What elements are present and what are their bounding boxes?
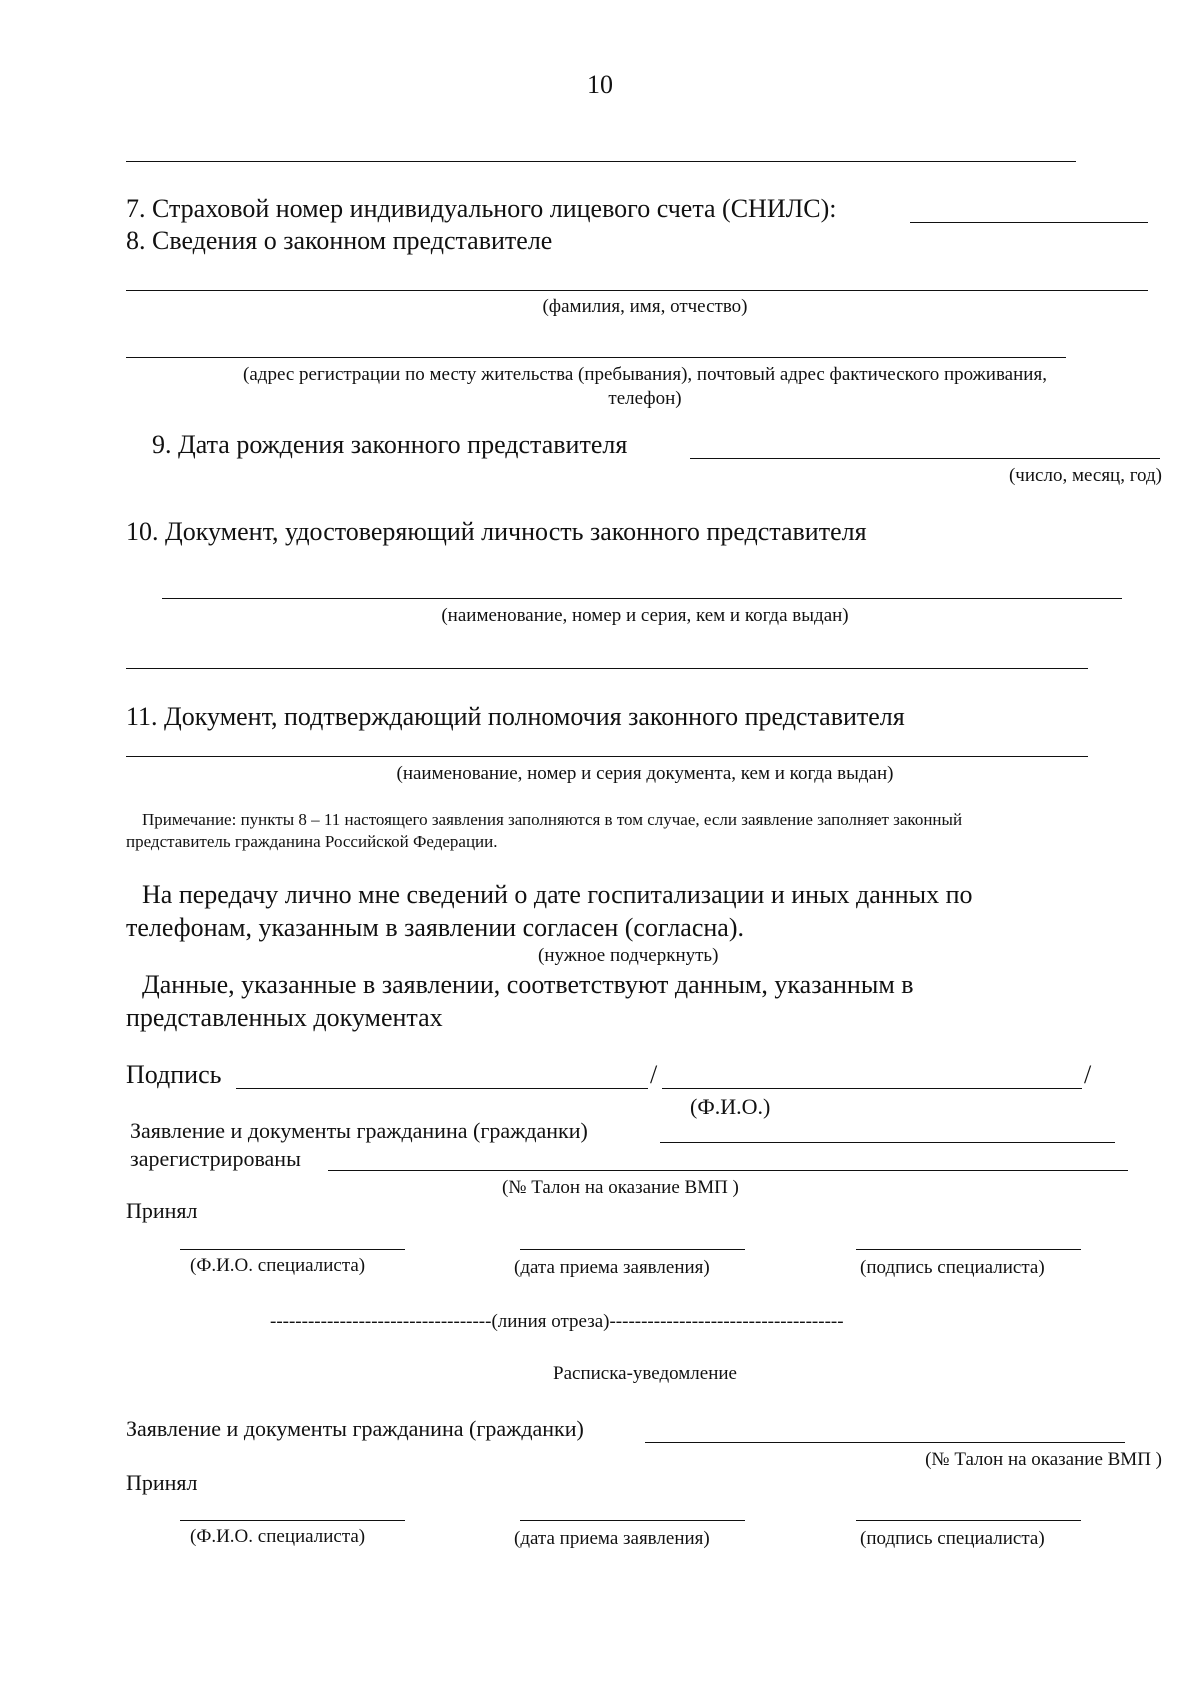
item-10-label: 10. Документ, удостоверяющий личность законного представителя <box>126 517 867 546</box>
receipt-specialist-signature-line[interactable] <box>856 1520 1081 1521</box>
registration-col-2: (дата приема заявления) <box>514 1257 710 1278</box>
representative-name-line[interactable] <box>126 290 1148 291</box>
address-hint-1: (адрес регистрации по месту жительства (пребывания), почтовый адрес фактического проживания, <box>243 364 1047 385</box>
doc11-hint: (наименование, номер и серия документа, кем и когда выдан) <box>396 763 894 784</box>
doc-hint: (наименование, номер и серия, кем и когда выдан) <box>441 605 849 626</box>
data-line-1: Данные, указанные в заявлении, соответствуют данным, указанным в <box>142 970 914 999</box>
note-line-2: представитель гражданина Российской Федерации. <box>126 832 498 851</box>
receipt-title: Расписка-уведомление <box>553 1363 737 1384</box>
receipt-applicant-line[interactable] <box>645 1442 1125 1443</box>
item-8-label: 8. Сведения о законном представителе <box>126 226 553 255</box>
page-number: 10 <box>587 70 613 99</box>
receipt-col-3: (подпись специалиста) <box>860 1528 1045 1549</box>
registration-specialist-name-line[interactable] <box>180 1249 405 1250</box>
registration-line-2: зарегистрированы <box>130 1146 301 1171</box>
address-hint-2: телефон) <box>608 388 682 409</box>
registration-talon-line[interactable] <box>328 1170 1128 1171</box>
signature-line[interactable] <box>236 1088 648 1089</box>
identity-document-line[interactable] <box>162 598 1122 599</box>
receipt-col-1: (Ф.И.О. специалиста) <box>190 1526 366 1547</box>
data-line-2: представленных документах <box>126 1003 443 1032</box>
signature-slash-1: / <box>650 1060 658 1089</box>
consent-line-2: телефонам, указанным в заявлении согласен (согласна). <box>126 913 744 942</box>
registration-col-3: (подпись специалиста) <box>860 1257 1045 1278</box>
registration-applicant-line[interactable] <box>660 1142 1115 1143</box>
birth-date-line[interactable] <box>690 458 1160 459</box>
receipt-specialist-name-line[interactable] <box>180 1520 405 1521</box>
snils-input-line[interactable] <box>910 222 1148 223</box>
item-9-label: 9. Дата рождения законного представителя <box>152 430 628 459</box>
receipt-col-2: (дата приема заявления) <box>514 1528 710 1549</box>
receipt-date-line[interactable] <box>520 1520 745 1521</box>
registration-talon-hint: (№ Талон на оказание ВМП ) <box>502 1177 739 1198</box>
fio-hint: (фамилия, имя, отчество) <box>542 296 748 317</box>
signature-fio-line[interactable] <box>662 1088 1082 1089</box>
receipt-line-1: Заявление и документы гражданина (гражданки) <box>126 1416 584 1441</box>
registration-accepted: Принял <box>126 1198 198 1223</box>
registration-specialist-signature-line[interactable] <box>856 1249 1081 1250</box>
registration-date-line[interactable] <box>520 1249 745 1250</box>
authority-document-line[interactable] <box>126 756 1088 757</box>
receipt-accepted: Принял <box>126 1470 198 1495</box>
item-11-label: 11. Документ, подтверждающий полномочия законного представителя <box>126 702 905 731</box>
consent-line-1: На передачу лично мне сведений о дате госпитализации и иных данных по <box>142 880 973 909</box>
registration-col-1: (Ф.И.О. специалиста) <box>190 1255 366 1276</box>
identity-document-line-2[interactable] <box>126 668 1088 669</box>
signature-label: Подпись <box>126 1060 222 1089</box>
signature-slash-2: / <box>1084 1060 1092 1089</box>
signature-fio-hint: (Ф.И.О.) <box>690 1094 771 1119</box>
date-hint: (число, месяц, год) <box>1008 465 1162 486</box>
consent-hint: (нужное подчеркнуть) <box>538 945 719 966</box>
top-rule <box>126 161 1076 162</box>
note-line-1: Примечание: пункты 8 – 11 настоящего заявления заполняются в том случае, если заявление заполняет законный <box>142 810 963 829</box>
item-7-label: 7. Страховой номер индивидуального лицевого счета (СНИЛС): <box>126 194 837 223</box>
registration-line-1: Заявление и документы гражданина (гражданки) <box>130 1118 588 1143</box>
receipt-talon-hint: (№ Талон на оказание ВМП ) <box>925 1449 1162 1470</box>
representative-address-line[interactable] <box>126 357 1066 358</box>
cut-line: -----------------------------------(линия отреза)------------------------------------- <box>270 1311 844 1332</box>
